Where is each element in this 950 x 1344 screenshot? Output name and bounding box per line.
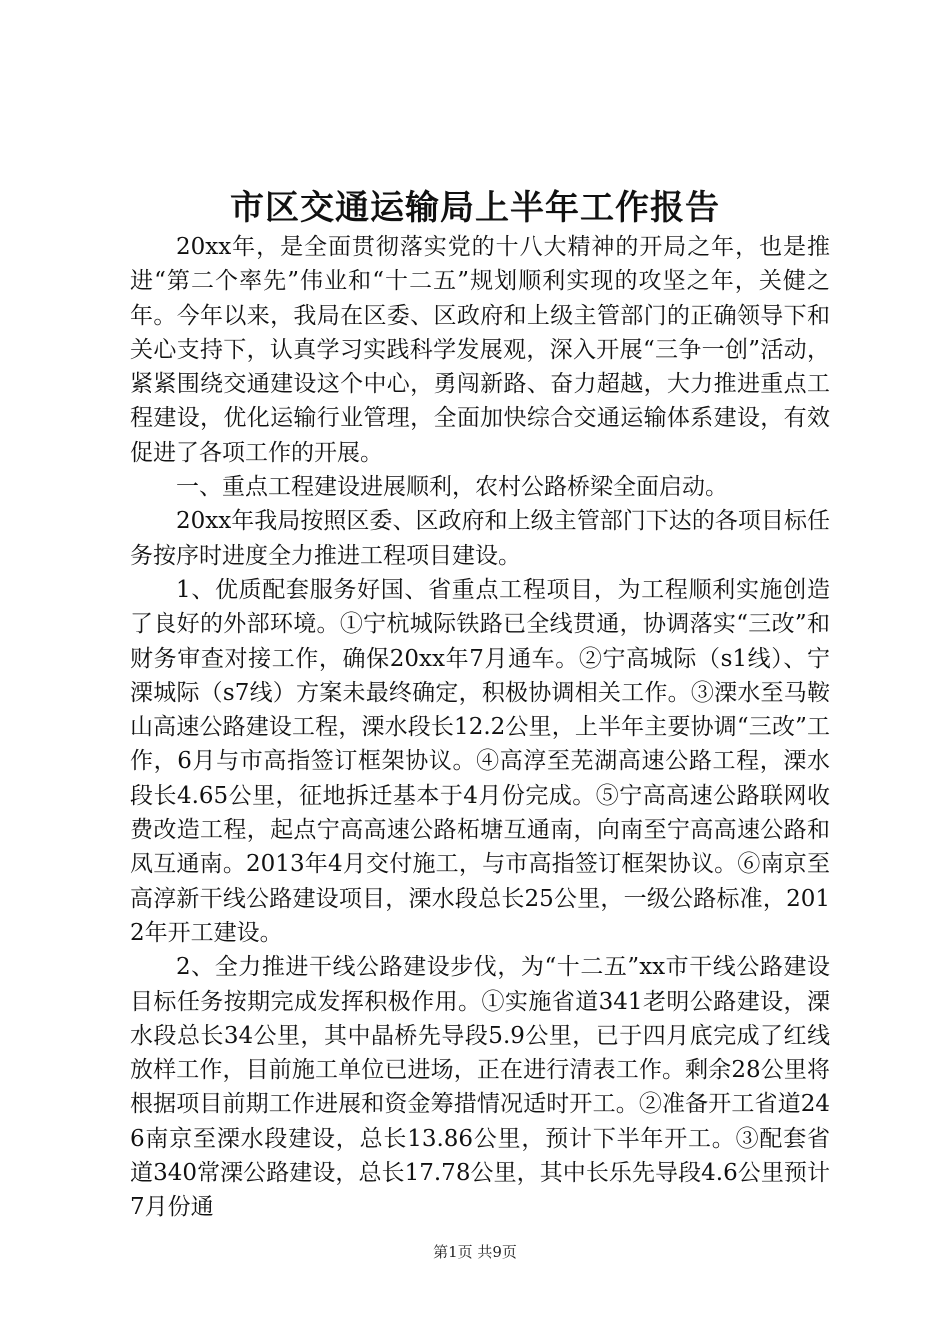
document-title: 市区交通运输局上半年工作报告 (230, 188, 720, 228)
paragraph-item-1: 1、优质配套服务好国、省重点工程项目，为工程顺利实施创造了良好的外部环境。①宁杭城际铁路已全线贯通，协调落实“三改”和财务审查对接工作，确保20xx年7月通车。②宁高城际（s1线）、宁溧城际（s7线）方案未最终确定，积极协调相关工作。③溧水至马鞍山高速公路建设工程，溧水段长12.2公里，上半年主要协调“三改”工作，6月与市高指签订框架协议。④高淳至芜湖高速公路工程，溧水段长4.65公里，征地拆迁基本于4月份完成。⑤宁高高速公路联网收费改造工程，起点宁高高速公路柘塘互通南，向南至宁高高速公路和凤互通南。2013年4月交付施工，与市高指签订框架协议。⑥南京至高淳新干线公路建设项目，溧水段总长25公里，一级公路标准，2012年开工建设。 (130, 576, 830, 946)
paragraph-overview: 20xx年我局按照区委、区政府和上级主管部门下达的各项目标任务按序时进度全力推进工程项目建设。 (130, 508, 830, 569)
paragraph-intro: 20xx年，是全面贯彻落实党的十八大精神的开局之年，也是推进“第二个率先”伟业和“十二五”规划顺利实现的攻坚之年，关健之年。今年以来，我局在区委、区政府和上级主管部门的正确领导下和关心支持下，认真学习实践科学发展观，深入开展“三争一创”活动，紧紧围绕交通建设这个中心，勇闯新路、奋力超越，大力推进重点工程建设，优化运输行业管理，全面加快综合交通运输体系建设，有效促进了各项工作的开展。 (130, 234, 830, 466)
paragraph-item-2: 2、全力推进干线公路建设步伐，为“十二五”xx市干线公路建设目标任务按期完成发挥积极作用。①实施省道341老明公路建设，溧水段总长34公里，其中晶桥先导段5.9公里，已于四月底完成了红线放样工作，目前施工单位已进场，正在进行清表工作。剩余28公里将根据项目前期工作进展和资金筹措情况适时开工。②准备开工省道246南京至溧水段建设，总长13.86公里，预计下半年开工。③配套省道340常溧公路建设，总长17.78公里，其中长乐先导段4.6公里预计7月份通 (130, 954, 830, 1221)
document-body (130, 230, 830, 1225)
section-heading: 一、重点工程建设进展顺利，农村公路桥梁全面启动。 (176, 474, 728, 501)
page-footer: 第1页 共9页 (433, 1243, 517, 1261)
